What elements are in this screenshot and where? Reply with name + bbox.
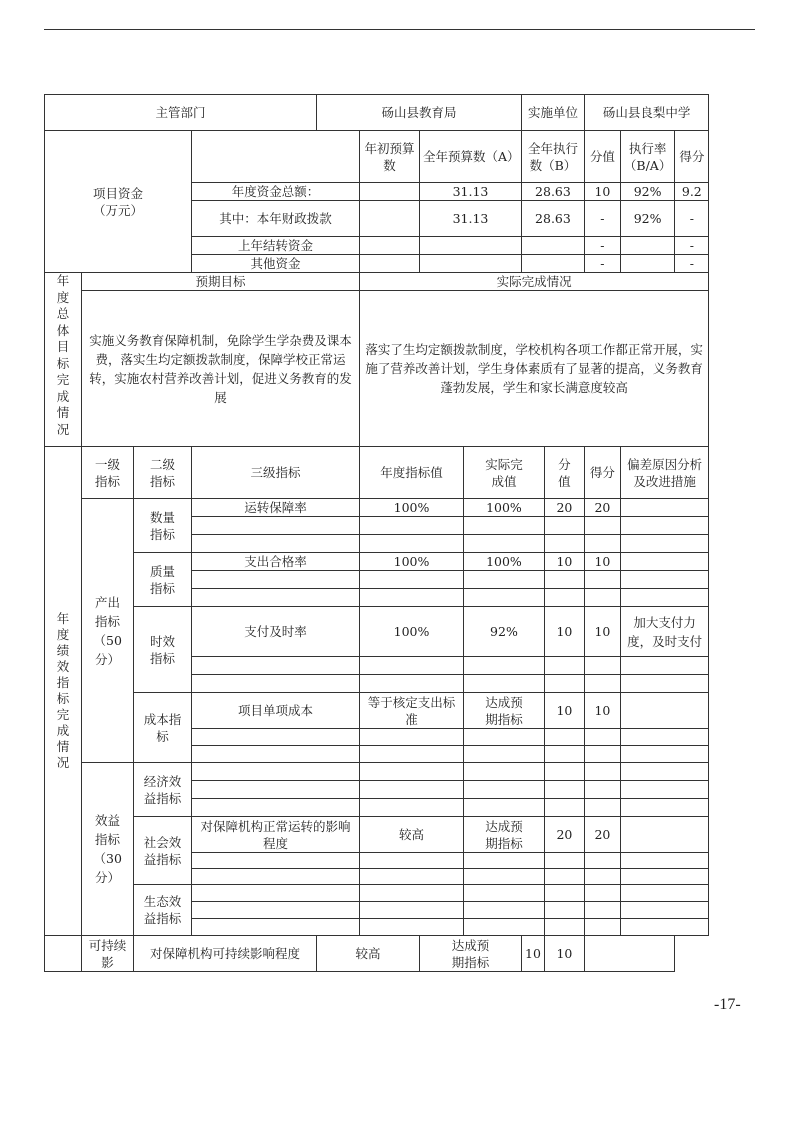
- col-exec-rate: 执行率（B/A）: [620, 131, 674, 183]
- fund-row-initial: [360, 237, 420, 255]
- quantity-score-value: 20: [544, 499, 584, 517]
- fund-row-exec: [522, 255, 585, 273]
- cost-score-value: 10: [544, 693, 584, 729]
- col-initial-budget: 年初预算数: [360, 131, 420, 183]
- h-score-value: 分值: [544, 447, 584, 499]
- fund-row-name: 年度资金总额：: [192, 183, 360, 201]
- performance-table: [44, 94, 709, 972]
- fund-row-score: -: [675, 201, 709, 237]
- actual-result-text: 落实了生均定额拨款制度，学校机构各项工作都正常开展，实施了营养改善计划，学生身体素质有了显著的提高，义务教育蓬勃发展，学生和家长满意度较高: [360, 291, 709, 447]
- h-reason: 偏差原因分析及改进措施: [620, 447, 708, 499]
- h-target: 年度指标值: [360, 447, 464, 499]
- fund-row-annual: [420, 255, 522, 273]
- fund-row-initial: [360, 255, 420, 273]
- benefit-indicators-label: 效益指标（30分）: [82, 763, 134, 936]
- header-rule: [44, 29, 755, 30]
- fund-row-initial: [360, 183, 420, 201]
- fund-row-score-value: -: [584, 255, 620, 273]
- fund-row-score: -: [675, 237, 709, 255]
- quality-actual: 100%: [464, 553, 545, 571]
- ecological-indicator-label: 生态效益指标: [134, 885, 192, 936]
- cost-target: 等于核定支出标准: [360, 693, 464, 729]
- cost-actual: 达成预期指标: [464, 693, 545, 729]
- goals-side-label: 年度总体目标完成情况: [45, 273, 82, 447]
- quality-score: 10: [584, 553, 620, 571]
- fund-row-name: 其中：本年财政拨款: [192, 201, 360, 237]
- social-score-value: 20: [544, 817, 584, 853]
- col-annual-exec: 全年执行数（B）: [522, 131, 585, 183]
- fund-row-rate: 92%: [620, 201, 674, 237]
- page-number: -17-: [714, 996, 741, 1013]
- sustain-indicator-label: 可持续影: [82, 936, 134, 972]
- fund-row-score-value: 10: [584, 183, 620, 201]
- timeliness-reason: 加大支付力度，及时支付: [620, 607, 708, 657]
- sustain-name: 对保障机构可持续影响程度: [134, 936, 317, 972]
- quantity-target: 100%: [360, 499, 464, 517]
- timeliness-actual: 92%: [464, 607, 545, 657]
- perf-side-label: 年度绩效指标完成情况: [45, 447, 82, 936]
- fund-row-rate: [620, 255, 674, 273]
- fund-row-rate: [620, 237, 674, 255]
- impl-unit-value: 砀山县良梨中学: [584, 95, 708, 131]
- social-indicator-label: 社会效益指标: [134, 817, 192, 885]
- cost-indicator-label: 成本指标: [134, 693, 192, 763]
- funds-label: 项目资金（万元）: [45, 131, 192, 273]
- h-actual: 实际完成值: [464, 447, 545, 499]
- col-annual-budget: 全年预算数（A）: [420, 131, 522, 183]
- economic-indicator-label: 经济效益指标: [134, 763, 192, 817]
- quantity-indicator-label: 数量指标: [134, 499, 192, 553]
- timeliness-score: 10: [584, 607, 620, 657]
- social-score: 20: [584, 817, 620, 853]
- sustain-actual: 达成预期指标: [420, 936, 522, 972]
- timeliness-score-value: 10: [544, 607, 584, 657]
- col-score: 得分: [675, 131, 709, 183]
- h-level1: 一级指标: [82, 447, 134, 499]
- h-level2: 二级指标: [134, 447, 192, 499]
- sustain-score-value: 10: [522, 936, 545, 972]
- fund-row-score-value: -: [584, 201, 620, 237]
- impl-unit-label: 实施单位: [522, 95, 585, 131]
- timeliness-indicator-label: 时效指标: [134, 607, 192, 693]
- fund-row-exec: [522, 237, 585, 255]
- fund-row-score: -: [675, 255, 709, 273]
- fund-row-score-value: -: [584, 237, 620, 255]
- fund-row-annual: 31.13: [420, 201, 522, 237]
- fund-row-name: 上年结转资金: [192, 237, 360, 255]
- fund-row-initial: [360, 201, 420, 237]
- social-target: 较高: [360, 817, 464, 853]
- fund-row-annual: [420, 237, 522, 255]
- dept-label: 主管部门: [45, 95, 317, 131]
- cost-score: 10: [584, 693, 620, 729]
- sustain-score: 10: [544, 936, 584, 972]
- quality-target: 100%: [360, 553, 464, 571]
- expected-goal-header: 预期目标: [82, 273, 360, 291]
- quality-score-value: 10: [544, 553, 584, 571]
- col-score-value: 分值: [584, 131, 620, 183]
- quantity-score: 20: [584, 499, 620, 517]
- quantity-actual: 100%: [464, 499, 545, 517]
- dept-value: 砀山县教育局: [317, 95, 522, 131]
- fund-row-name: 其他资金: [192, 255, 360, 273]
- timeliness-name: 支付及时率: [192, 607, 360, 657]
- fund-row-score: 9.2: [675, 183, 709, 201]
- social-actual: 达成预期指标: [464, 817, 545, 853]
- fund-row-exec: 28.63: [522, 183, 585, 201]
- quantity-name: 运转保障率: [192, 499, 360, 517]
- h-score: 得分: [584, 447, 620, 499]
- actual-result-header: 实际完成情况: [360, 273, 709, 291]
- fund-row-exec: 28.63: [522, 201, 585, 237]
- expected-goal-text: 实施义务教育保障机制，免除学生学杂费及课本费，落实生均定额拨款制度，保障学校正常运转，实施农村营养改善计划，促进义务教育的发展: [82, 291, 360, 447]
- social-name: 对保障机构正常运转的影响程度: [192, 817, 360, 853]
- output-indicators-label: 产出指标（50分）: [82, 499, 134, 763]
- quality-indicator-label: 质量指标: [134, 553, 192, 607]
- sustain-target: 较高: [317, 936, 420, 972]
- fund-row-annual: 31.13: [420, 183, 522, 201]
- h-level3: 三级指标: [192, 447, 360, 499]
- timeliness-target: 100%: [360, 607, 464, 657]
- quality-name: 支出合格率: [192, 553, 360, 571]
- fund-row-rate: 92%: [620, 183, 674, 201]
- cost-name: 项目单项成本: [192, 693, 360, 729]
